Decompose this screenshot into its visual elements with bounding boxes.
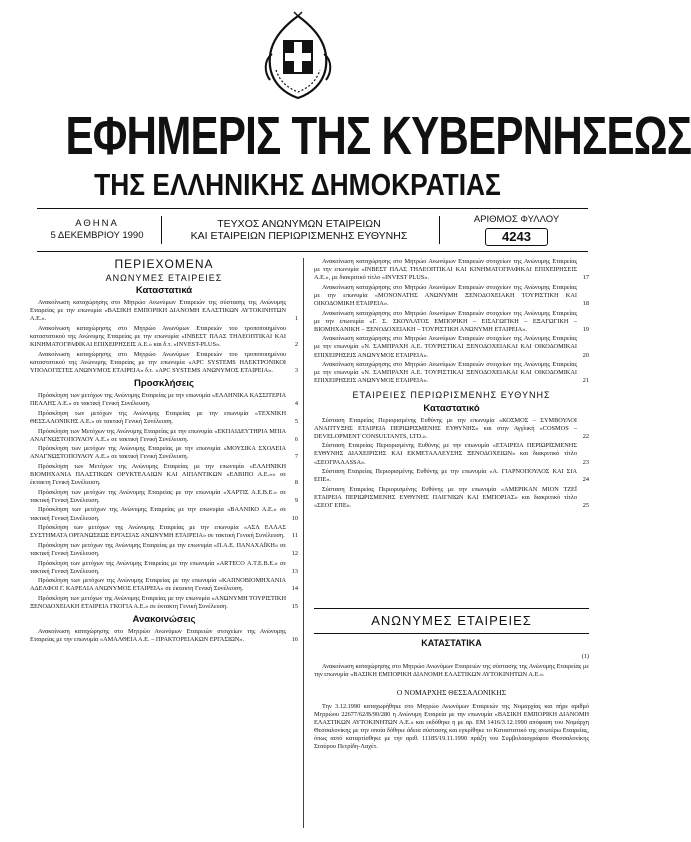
contents-entry-text: Πρόσκληση των μετόχων της Ανώνυμης Εταιρείας με την επωνυμία «ΤΕΧΝΙΚΗ ΘΕΣΣΑΛΟΝΙΚΗΣ Α.Ε.» σε τακτική Γενική Συνέλευση. [30,409,286,425]
contents-entry [314,310,589,334]
column-divider [303,258,304,828]
contents-entry [314,258,589,282]
issue-date-block [37,212,157,248]
contents-entry-text: Πρόσκληση των μετόχων της Ανώνυμης Εταιρείας με την επωνυμία «ΕΛΛΗΝΙΚΑ ΚΑΣΣΙΤΕΡΙΑ ΠΕΛΛΗΣ Α.Ε.» σε τακτική Γενική Συνέλευση. [30,392,286,408]
contents-entry [30,577,298,593]
contents-entry-text: Σύσταση Εταιρείας Περιορισμένης Ευθύνης με την επωνυμία «ΚΟΣΜΟΣ – ΣΥΜΒΟΥΛΟΙ ΑΝΑΠΤΥΞΗΣ ΕΤΑΙΡΕΙΑ ΠΕΡΙΩΡΙΣΜΕΝΗΣ ΕΥΘΥΝΗΣ» και στην Αγγλική «COSMOS – DEVELOPMENT CONSULTANTS, LTD.». [314,416,577,440]
invitations-list [30,392,298,611]
contents-entry-page: 15 [291,602,298,610]
contents-entry-text: Πρόσκληση των μετόχων της Ανώνυμης Εταιρείας με την επωνυμία «ΒΑΛΝΙΚΟ Α.Ε.» σε τακτική Γενική Συνέλευση. [30,506,286,522]
contents-left-column [30,258,298,646]
contents-entry [30,325,298,349]
header-bottom-rule [37,251,588,252]
contents-entry [30,392,298,408]
contents-entry [314,468,589,484]
contents-entry-text: Πρόσκληση των μετόχων της Ανώνυμης Εταιρείας με την επωνυμία «ΧΑΡΤΙΣ Α.Ε.Β.Ε.» σε τακτική Γενική Συνέλευση. [30,488,286,504]
contents-entry [30,351,298,375]
contents-entry [30,595,298,611]
contents-right-column [314,258,589,512]
contents-entry-page: 23 [582,458,589,466]
contents-entry [314,417,589,441]
contents-entry-text: Πρόσκληση των μετόχων της Ανώνυμης Εταιρείας με την επωνυμία «ΚΑΠΝΟΒΙΟΜΗΧΑΝΙΑ ΑΔΕΛΦΟΙ Γ. ΚΑΡΕΛΙΑ ΑΝΩΝΥΜΟΣ ΕΤΑΙΡΕΙΑ» σε έκτακτη Γενική Συνέλευση. [30,577,286,593]
statutes-list [30,299,298,375]
contents-entry-text: Πρόσκληση των Μετόχων της Ανώνυμης Εταιρείας με την επωνυμία «ΕΚΠΑΙΔΕΥΤΗΡΙΑ ΜΠΙΑ ΑΝΑΓΝΩΣΤΟΠΟΥΛΟΥ Α.Ε.» σε τακτική Γενική Συνέλευση. [30,427,286,443]
contents-entry-page: 20 [582,351,589,359]
contents-entry-page: 2 [294,341,298,349]
contents-entry [314,284,589,308]
issue-type-line2: ΚΑΙ ΕΤΑΙΡΕΙΩΝ ΠΕΡΙΩΡΙΣΜΕΝΗΣ ΕΥΘΥΝΗΣ [190,230,408,242]
contents-entry-page: 9 [294,496,298,504]
article-intro: Ανακοίνωση καταχώρησης στο Μητρώο Ανωνύμων Εταιρειών της σύστασης της Ανώνυμης Εταιρείας με την επωνυμία «ΒΑΣΙΚΗ ΕΜΠΟΡΙΚΗ ΔΙΑΝΟΜΗ ΕΛΑΣΤΙΚΩΝ ΑΥΤΟΚΙΝΗΤΩΝ Α.Ε.». [314,663,589,678]
contents-entry-page: 1 [294,315,298,323]
contents-entry [30,445,298,461]
contents-entry-text: Ανακοίνωση καταχώρησης στο Μητρώο Ανωνύμων Εταιρειών στοιχείων της Ανώνυμης Εταιρείας με την επωνυμία «Ν. ΣΑΜΠΡΑΧΗ Α.Ε. ΤΟΥΡΙΣΤΙΚΑΙ ΞΕΝΟΔΟΧΕΙΑΚΑΙ ΚΑΙ ΟΙΚΟΔΟΜΙΚΑΙ ΕΠΙΧΕΙΡΗΣΕΙΣ ΑΝΩΝΥΜΟΣ ΕΤΑΙΡΕΙΑ». [314,361,577,385]
contents-sub-invitations: Προσκλήσεις [133,378,194,390]
contents-entry-page: 19 [582,325,589,333]
contents-entry [30,299,298,323]
contents-entry-page: 5 [294,418,298,425]
contents-entry-page: 24 [582,476,589,484]
contents-entry [314,486,589,510]
contents-entry [314,442,589,466]
divider [439,216,440,244]
contents-entry [30,428,298,444]
contents-entry [30,410,298,426]
article-number: (1) [581,653,589,660]
newspaper-title: ΕΦΗΜΕΡΙΣ ΤΗΣ ΚΥΒΕΡΝΗΣΕΩΣ [65,106,691,166]
contents-heading: ΠΕΡΙΕΧΟΜΕΝΑ [114,257,214,271]
issue-info-bar [37,212,588,248]
issue-date: 5 ΔΕΚΕΜΒΡΙΟΥ 1990 [50,230,144,241]
contents-entry [30,506,298,522]
contents-entry-page: 10 [291,514,298,522]
contents-entry [314,335,589,359]
contents-entry-text: Ανακοίνωση καταχώρησης στο Μητρώο Ανωνύμων Εταιρειών του τροποποιημένου καταστατικού της Ανώνυμης Εταιρείας με την επωνυμία «ΙΝΒΕΣΤ ΠΛΑΣ ΤΗΛΕΟΠΤΙΚΑΙ ΚΑΙ ΚΙΝΗΜΑΤΟΓΡΑΦΙΚΑΙ ΕΠΙΧΕΙΡΗΣΕΙΣ Α.Ε.» και δ.τ. «INVEST-PLUS». [30,325,286,349]
divider [161,216,162,244]
issue-type-block [165,212,433,248]
contents-entry-text: Πρόσκληση των Μετόχων της Ανώνυμης Εταιρείας με την επωνυμία «ΕΛΛΗΝΙΚΗ ΒΙΟΜΗΧΑΝΙΑ ΠΛΑΣΤΙΚΩΝ ΟΡΥΚΤΕΛΑΙΩΝ ΚΑΙ ΛΙΠΑΝΤΙΚΩΝ «ΕΛΒΙΠΟ Α.Ε.»» σε έκτακτη Γενική Συνέλευση. [30,462,286,487]
contents-entry-page: 7 [294,453,298,461]
contents-entry-text: Ανακοίνωση καταχώρησης στο Μητρώο Ανωνύμων Εταιρειών της σύστασης της Ανώνυμης Εταιρείας με την επωνυμία «ΒΑΣΙΚΗ ΕΜΠΟΡΙΚΗ ΔΙΑΝΟΜΗ ΕΛΑΣΤΙΚΩΝ ΑΥΤΟΚΙΝΗΤΩΝ Α.Ε.». [30,299,286,323]
sheet-number-label: ΑΡΙΘΜΟΣ ΦΥΛΛΟΥ [473,214,560,225]
contents-entry-page: 4 [294,400,298,408]
greek-coat-of-arms-icon [258,10,338,100]
contents-entry-text: Σύσταση Εταιρείας Περιορισμένης Ευθύνης με την επωνυμία «Α. ΓΙΑΡΝΟΠΟΥΛΟΣ ΚΑΙ ΣΙΑ ΕΠΕ». [314,468,577,484]
contents-entry-text: Πρόσκληση των μετόχων της Ανώνυμης Εταιρείας με την επωνυμία «Π.Α.Ε. ΠΑΝΑΧΑΪΚΗ» σε τακτική Γενική Συνέλευση. [30,541,286,557]
contents-entry-text: Ανακοίνωση καταχώρησης στο Μητρώο Ανωνύμων Εταιρειών στοιχείων της Ανώνυμης Εταιρείας με την επωνυμία «ΑΜΑΛΘΕΙΑ Α.Ε. – ΠΡΑΚΤΟΡΕΙΑΚΩΝ ΕΡΓΑΣΙΩΝ». [30,628,286,644]
contents-entry-page: 22 [582,432,589,440]
contents-entry-page: 13 [291,567,298,575]
contents-entry-page: 17 [582,274,589,282]
contents-entry-text: Πρόσκληση των μετόχων της Ανώνυμης Εταιρείας με την επωνυμία «ΑΝΩΝΥΜΗ ΤΟΥΡΙΣΤΙΚΗ ΞΕΝΟΔΟΧΕΙΑΚΗ ΕΤΑΙΡΕΙΑ ΓΚΟΓΙΑ Α.Ε.» σε έκτακτη Γενική Συνέλευση. [30,594,286,610]
issue-type-line1: ΤΕΥΧΟΣ ΑΝΩΝΥΜΩΝ ΕΤΑΙΡΕΙΩΝ [217,218,381,230]
right-announcements-list [314,258,589,385]
contents-entry [30,542,298,558]
sheet-number-block [445,212,588,248]
epe-list [314,417,589,511]
contents-entry [30,463,298,487]
section-rule-bottom [314,633,589,634]
contents-entry-text: Ανακοίνωση καταχώρησης στο Μητρώο Ανωνύμων Εταιρειών στοιχείων της Ανώνυμης Εταιρείας με την επωνυμία «Ν. ΣΑΜΠΡΑΧΗ Α.Ε. ΤΟΥΡΙΣΤΙΚΑΙ ΞΕΝΟΔΟΧΕΙΑΚΑΙ ΚΑΙ ΟΙΚΟΔΟΜΙΚΑΙ ΕΠΙΧΕΙΡΗΣΕΙΣ ΑΝΩΝΥΜΟΣ ΕΤΑΙΡΕΙΑ». [314,335,577,359]
contents-entry-text: Πρόσκληση των μετόχων της Ανώνυμης Εταιρείας με την επωνυμία «ΑRΤΕCO Α.Τ.Ε.Β.Ε.» σε τακτική Γενική Συνέλευση. [30,559,286,575]
contents-entry [30,628,298,644]
contents-entry-page: 6 [294,435,298,443]
body-section-title: ΑΝΩΝΥΜΕΣ ΕΤΑΙΡΕΙΕΣ [371,613,532,628]
contents-entry-page: 12 [291,549,298,557]
contents-entry-text: Ανακοίνωση καταχώρησης στο Μητρώο Ανωνύμων Εταιρειών του τροποποιημένου καταστατικού της Ανώνυμης Εταιρείας με την επωνυμία «APC SYSTEMS ΗΛΕΚΤΡΟΝΙΚΟΙ ΥΠΟΛΟΓΙΣΤΕΣ ΑΝΩΝΥΜΟΣ ΕΤΑΙΡΕΙΑ» δ.τ. «APC SYSTEMS ΑΝΩΝΥΜΟΣ ΕΤΑΙΡΕΙΑ». [30,350,286,375]
contents-entry-page: 18 [582,299,589,307]
header-top-rule [37,208,588,209]
nomarch-heading: Ο ΝΟΜΑΡΧΗΣ ΘΕΣΣΑΛΟΝΙΚΗΣ [396,688,507,697]
contents-entry-text: Σύσταση Εταιρείας Περιορισμένης Ευθύνης με την επωνυμία «ΑΜΕΡΙΚΑΝ ΜΙΟΝ ΤΖΕΪ ΕΤΑΙΡΕΙΑ ΠΕΡΙΩΡΙΣΜΕΝΗΣ ΕΥΘΥΝΗΣ ΠΑΙΓΝΙΩΝ ΚΑΙ ΕΜΠΟΡΙΑΣ» και διακριτικό τίτλο «ΣΕΟΓ ΕΠΕ». [314,485,577,510]
contents-entry-text: Ανακοίνωση καταχώρησης στο Μητρώο Ανωνύμων Εταιρειών στοιχείων της Ανώνυμης Εταιρείας με την επωνυμία «ΙΝΒΕΣΤ ΠΛΑΣ ΤΗΛΕΟΠΤΙΚΑΙ ΚΑΙ ΚΙΝΗΜΑΤΟΓΡΑΦΙΚΑΙ ΕΠΙΧΕΙΡΗΣΕΙΣ Α.Ε.», με διακριτικό τίτλο «INVEST PLUS». [314,258,577,282]
section-rule-top [314,608,589,609]
contents-entry-page: 21 [582,377,589,385]
contents-entry-page: 8 [294,479,298,487]
contents-entry-page: 25 [582,502,589,510]
article-paragraph: Την 3.12.1990 καταχωρήθηκε στο Μητρώο Ανωνύμων Εταιρειών της Νομαρχίας και πήρε αριθμό Μητρώου 22677/62/Β/90/280 η Ανώνυμη Εταιρεία με την επωνυμία «ΒΑΣΙΚΗ ΕΜΠΟΡΙΚΗ ΔΙΑΝΟΜΗ ΕΛΑΣΤΙΚΩΝ ΑΥΤΟΚΙΝΗΤΩΝ Α.Ε.» και εκδόθηκε η με αρ. ΕΜ 1416/3.12.1990 απόφαση του Νομάρχη Θεσσαλονίκης με την οποία δόθηκε άδεια σύστασης και εγκρίθηκε το Καταστατικό της ανωτέρω Εταιρείας, όπως αυτό καταρτίσθηκε με την αριθ. 11185/19.11.1990 πράξη του Συμβολαιογράφου Θεσσαλονίκης Σταύρου Πετρίδη-Λαχέτ. [314,703,589,750]
contents-section-epe: ΕΤΑΙΡΕΙΕΣ ΠΕΡΙΩΡΙΣΜΕΝΗΣ ΕΥΘΥΝΗΣ [352,390,551,401]
contents-sub-epe: Καταστατικό [423,402,480,414]
issue-city: ΑΘΗΝΑ [75,218,119,229]
contents-entry-page: 14 [291,585,298,593]
sheet-number: 4243 [485,228,548,246]
contents-entry-text: Πρόσκληση των μετόχων της Ανώνυμης Εταιρείας με την επωνυμία «ΜΟΥΣΙΚΑ ΣΧΟΛΕΙΑ ΑΝΑΓΝΩΣΤΟΠΟΥΛΟΥ Α.Ε.» σε τακτική Γενική Συνέλευση. [30,445,286,461]
contents-entry-text: Πρόσκληση των μετόχων της Ανώνυμης Εταιρείας με την επωνυμία «ΑΣΛ ΕΛΛΑΣ ΣΥΣΤΗΜΑΤΑ ΟΡΓΑΝΩΣΕΩΣ ΕΡΓΑΣΙΑΣ ΑΝΩΝΥΜΗ ΕΤΑΙΡΕΙΑ» σε τακτική Γενική Συνέλευση. [30,524,286,540]
body-subsection-title: ΚΑΤΑΣΤΑΤΙΚΑ [421,638,482,648]
contents-entry [30,560,298,576]
contents-entry-page: 11 [291,532,298,540]
contents-entry [314,361,589,385]
contents-section-ae: ΑΝΩΝΥΜΕΣ ΕΤΑΙΡΕΙΕΣ [105,273,223,284]
contents-entry-text: Ανακοίνωση καταχώρησης στο Μητρώο Ανωνύμων Εταιρειών στοιχείων της Ανώνυμης Εταιρείας με την επωνυμία «Γ. Σ. ΣΚΟΥΛΑΤΟΣ ΕΜΠΟΡΙΚΗ – ΕΙΣΑΓΩΓΙΚΗ – ΕΞΑΓΩΓΙΚΗ – ΒΙΟΜΗΧΑΝΙΚΗ – ΞΕΝΟΔΟΧΕΙΑΚΗ – ΤΟΥΡΙΣΤΙΚΗ ΑΝΩΝΥΜΗ ΕΤΑΙΡΕΙΑ». [314,309,577,333]
contents-entry-text: Ανακοίνωση καταχώρησης στο Μητρώο Ανωνύμων Εταιρειών στοιχείων της Ανώνυμης Εταιρείας με την επωνυμία «ΜΟΝΟΝΑΤΗΣ ΑΝΩΝΥΜΗ ΞΕΝΟΔΟΧΕΙΑΚΗ ΤΟΥΡΙΣΤΙΚΗ ΚΑΙ ΟΙΚΟΔΟΜΙΚΗ ΕΤΑΙΡΕΙΑ». [314,283,577,307]
contents-entry-page: 16 [291,636,298,644]
contents-entry-text: Σύσταση Εταιρείας Περιορισμένης Ευθύνης με την επωνυμία «ΕΤΑΙΡΕΙΑ ΠΕΡΙΩΡΙΣΜΕΝΗΣ ΕΥΘΥΝΗΣ ΔΙΑΧΕΙΡΙΣΗΣ ΚΑΙ ΕΚΜΕΤΑΛΛΕΥΣΗΣ ΞΕΝΟΔΟΧΕΙΩΝ» και διακριτικό τίτλο «ΣΕΟΓΡΑΛΑSSA». [314,442,577,466]
contents-sub-statutes: Καταστατικά [135,285,193,297]
newspaper-subtitle: ΤΗΣ ΕΛΛΗΝΙΚΗΣ ΔΗΜΟΚΡΑΤΙΑΣ [94,167,501,202]
contents-sub-announcements: Ανακοινώσεις [132,614,196,626]
contents-entry-page: 3 [294,367,298,375]
announcements-list [30,628,298,644]
contents-entry [30,524,298,540]
contents-entry [30,489,298,505]
